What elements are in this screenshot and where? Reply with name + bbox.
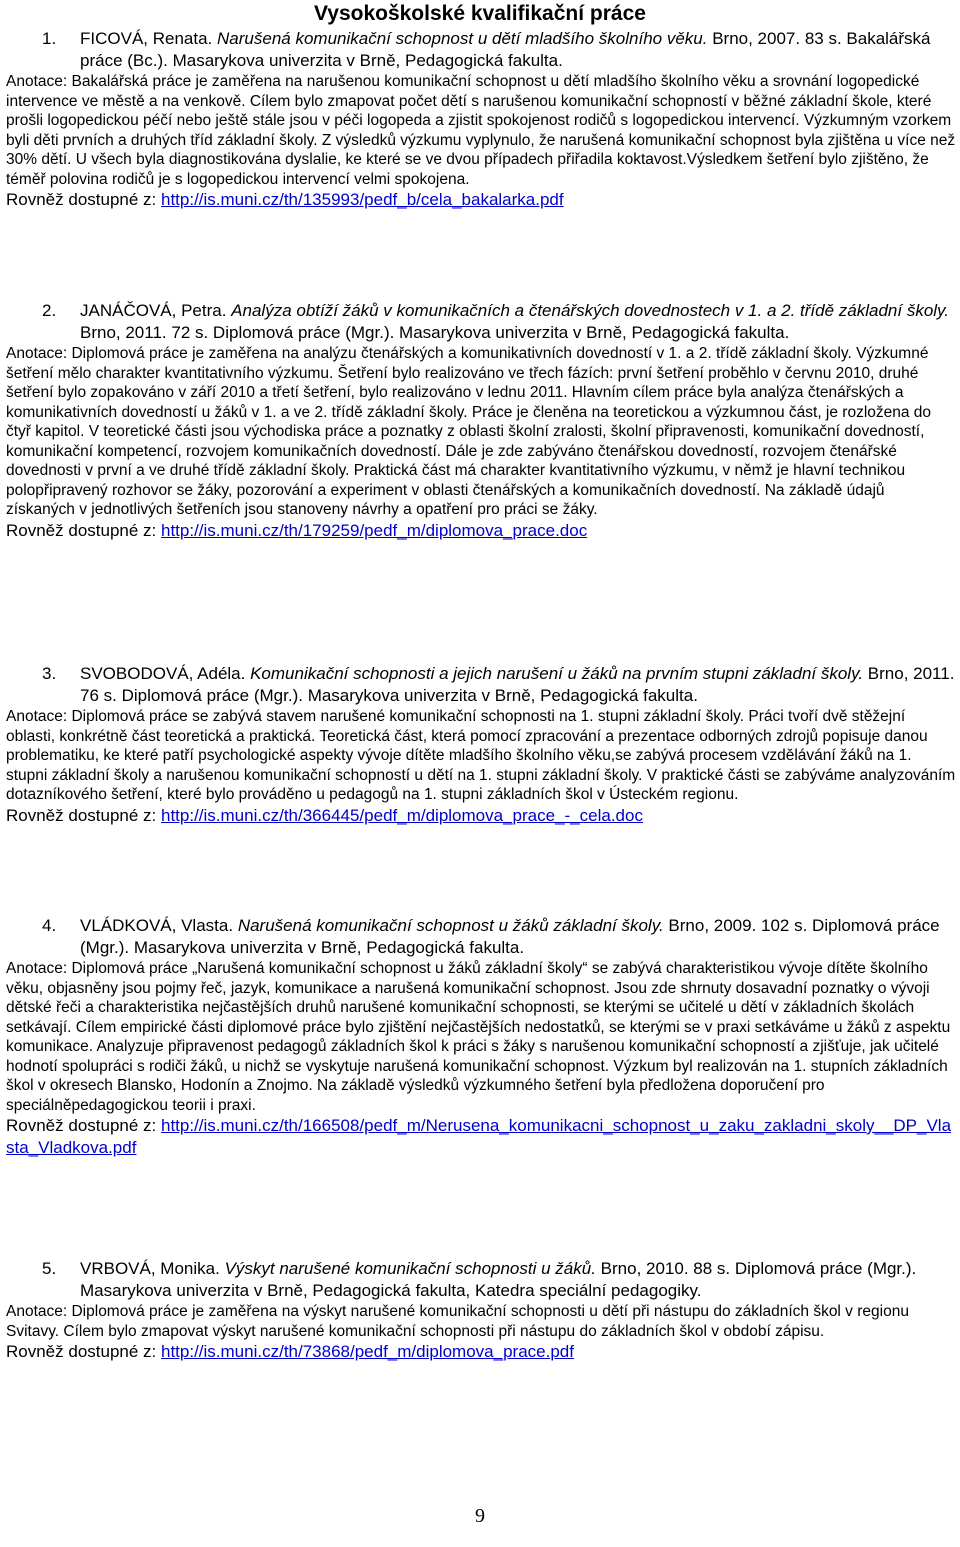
entry-availability bbox=[6, 1341, 956, 1363]
entry-link[interactable]: http://is.muni.cz/th/366445/pedf_m/diplomova_prace_-_cela.doc bbox=[161, 805, 643, 825]
entry-reference bbox=[6, 300, 956, 344]
entry-number: 4. bbox=[42, 916, 57, 935]
thesis-entry bbox=[6, 300, 956, 542]
entry-link[interactable]: http://is.muni.cz/th/179259/pedf_m/diplomova_prace.doc bbox=[161, 520, 588, 540]
entry-author: JANÁČOVÁ, Petra. bbox=[80, 301, 227, 320]
entry-annotation: Anotace: Bakalářská práce je zaměřena na narušenou komunikační schopnost u dětí mladšího školního věku a srovnání logopedické intervence ve městě a na venkově. Cílem bylo zmapovat počet dětí s narušenou komunikační schopností v běžné základní škole, které prošli logopedickou péčí nebo ještě stále jsou v péči logopeda a zjistit spokojenost rodičů s logopedickou intervencí. Výzkumným vzorkem byli děti prvních a druhých tříd základní školy. Z výsledků výzkumu vyplynulo, že narušená komunikační schopnost byla zjištěna u více než 30% dětí. U všech byla diagnostikována dyslalie, ke které se ve dvou případech přiřadila koktavost.Výsledkem šetření bylo zjištěno, že téměř polovina rodičů je s logopedickou intervencí velmi spokojena. bbox=[6, 73, 956, 188]
entry-title: Analýza obtíží žáků v komunikačních a čtenářských dovednostech v 1. a 2. třídě základní školy. bbox=[231, 301, 950, 320]
available-label: Rovněž dostupné z: bbox=[6, 190, 157, 209]
entry-number: 5. bbox=[42, 1259, 57, 1278]
entry-author: SVOBODOVÁ, Adéla. bbox=[80, 664, 246, 683]
entry-availability bbox=[6, 520, 956, 542]
entry-link[interactable]: http://is.muni.cz/th/135993/pedf_b/cela_bakalarka.pdf bbox=[161, 190, 564, 209]
entry-author: FICOVÁ, Renata. bbox=[80, 29, 213, 48]
page-number: 9 bbox=[475, 1505, 485, 1527]
entry-annotation: Anotace: Diplomová práce je zaměřena na výskyt narušené komunikační schopnosti u dětí při nástupu do základních škol v regionu Svitavy. Cílem bylo zmapovat výskyt narušené komunikační schopnosti při nástupu do základních škol v období zápisu. bbox=[6, 1303, 909, 1340]
entry-title: Komunikační schopnosti a jejich narušení u žáků na prvním stupni základní školy. bbox=[250, 664, 864, 683]
entry-annotation: Anotace: Diplomová práce se zabývá stavem narušené komunikační schopnosti na 1. stupni základní školy. Práci tvoří dvě stěžejní oblasti, konkrétně část teoretická a praktická. Teoretická část, která pomocí zpracování a prezentace odborných zdrojů popisuje danou problematiku, ke které patří psychologické aspekty vývoje dítěte mladšího školního věku,se zabývá procesem vzdělávání žáků na 1. stupni základní školy a narušenou komunikační schopností u dětí na 1. stupni základní školy. V praktické části se zabýváme analyzováním dotazníkového šetření, které bylo prováděno u pedagogů na 1. stupni základních škol v Ústeckém regionu. bbox=[6, 708, 956, 803]
available-label: Rovněž dostupné z: bbox=[6, 1342, 157, 1361]
entry-link[interactable]: http://is.muni.cz/th/166508/pedf_m/Nerusena_komunikacni_schopnost_u_zaku_zakladni_skoly__DP_Vlasta_Vladkova.pdf bbox=[6, 1116, 952, 1157]
thesis-entry bbox=[6, 28, 956, 211]
entry-availability bbox=[6, 1115, 956, 1159]
entry-reference bbox=[6, 1258, 956, 1302]
entry-details: Brno, 2011. 76 s. Diplomová práce (Mgr.). Masarykova univerzita v Brně, Pedagogická fakulta. bbox=[80, 664, 955, 705]
entry-number: 1. bbox=[42, 29, 57, 48]
entry-number: 2. bbox=[42, 301, 57, 320]
available-label: Rovněž dostupné z: bbox=[6, 1116, 157, 1135]
entry-details: Brno, 2007. 83 s. Bakalářská práce (Bc.). Masarykova univerzita v Brně, Pedagogická fakulta. bbox=[80, 29, 931, 70]
entry-reference bbox=[6, 663, 956, 707]
entry-reference bbox=[6, 915, 956, 959]
entry-annotation: Anotace: Diplomová práce je zaměřena na analýzu čtenářských a komunikativních dovedností v 1. a 2. třídě základní školy. Výzkumné šetření mělo charakter kvantitativního výzkumu. Šetření bylo realizováno ve třech fázích: první šetření proběhlo v červnu 2010, druhé šetření bylo zopakováno v září 2010 a třetí šetření, bylo realizováno v lednu 2011. Hlavním cílem práce byla analýza čtenářských a komunikativních dovedností u žáků v 1. a ve 2. třídě základní školy. Práce je členěna na teoretickou a výzkumnou část, je rozložena do čtyř kapitol. V teoretické části jsou východiska práce a poznatky z oblasti školní zralosti, školní připravenosti, komunikační dovedností, komunikační kompetencí, rozvojem komunikačních dovedností. Dále je zde zabýváno čtenářskou dovedností, rozvojem čtenářské dovednosti v první a ve druhé třídě základní školy. Praktická část má charakter kvantitativního výzkumu, v němž je hlavní technikou polopřipravený rozhovor se žáky, pozorování a experiment v oblasti čtenářských a komunikačních dovedností. Na základě údajů získaných v jednotlivých šetřeních jsou stanoveny návrhy a opatření pro práci se žáky. bbox=[6, 345, 932, 518]
entry-reference bbox=[6, 28, 956, 72]
entry-number: 3. bbox=[42, 664, 57, 683]
available-label: Rovněž dostupné z: bbox=[6, 520, 157, 540]
entry-author: VRBOVÁ, Monika. bbox=[80, 1259, 220, 1278]
entry-title: Výskyt narušené komunikační schopnosti u žáků. bbox=[224, 1259, 596, 1278]
thesis-entry bbox=[6, 663, 956, 827]
entry-link[interactable]: http://is.muni.cz/th/73868/pedf_m/diplomova_prace.pdf bbox=[161, 1342, 574, 1361]
entry-details: Brno, 2010. 88 s. Diplomová práce (Mgr.). Masarykova univerzita v Brně, Pedagogická fakulta, Katedra speciální pedagogiky. bbox=[80, 1259, 917, 1300]
thesis-entry bbox=[6, 1258, 956, 1363]
entry-title: Narušená komunikační schopnost u dětí mladšího školního věku. bbox=[217, 29, 708, 48]
entry-title: Narušená komunikační schopnost u žáků základní školy. bbox=[237, 916, 664, 935]
entry-availability bbox=[6, 189, 956, 211]
entry-availability bbox=[6, 805, 956, 827]
thesis-entry bbox=[6, 915, 956, 1159]
entry-annotation: Anotace: Diplomová práce „Narušená komunikační schopnost u žáků základní školy“ se zabývá charakteristikou vývoje dítěte školního věku, objasněny jsou pojmy řeč, jazyk, komunikace a narušená komunikační schopnost. Jsou zde shrnuty dosavadní poznatky o vývoji dětské řeči a charakteristika nejčastějších druhů narušené komunikační schopnosti, se kterými se učitelé u dětí v základních školách setkávají. Cílem empirické části diplomové práce bylo zjištění nejčastějších nedostatků, se kterými se v praxi setkáváme u žáků z aspektu komunikace. Analyzuje připravenost pedagogů základních škol k práci s žáky s narušenou komunikační schopností a zjišťuje, jak učitelé hodnotí spolupráci s rodiči žáků, u nichž se vyskytuje narušená komunikační schopnost. Výzkum byl realizován na 1. stupních základních škol v okresech Blansko, Hodonín a Znojmo. Na základě výsledků výzkumného šetření byla předložena doporučení pro speciálněpedagogickou teorii i praxi. bbox=[6, 960, 951, 1114]
entry-author: VLÁDKOVÁ, Vlasta. bbox=[80, 916, 234, 935]
entry-details: Brno, 2011. 72 s. Diplomová práce (Mgr.). Masarykova univerzita v Brně, Pedagogická fakulta. bbox=[80, 323, 790, 342]
available-label: Rovněž dostupné z: bbox=[6, 805, 157, 825]
page-title: Vysokoškolské kvalifikační práce bbox=[314, 2, 646, 25]
entry-details: Brno, 2009. 102 s. Diplomová práce (Mgr.). Masarykova univerzita v Brně, Pedagogická fakulta. bbox=[80, 916, 940, 957]
